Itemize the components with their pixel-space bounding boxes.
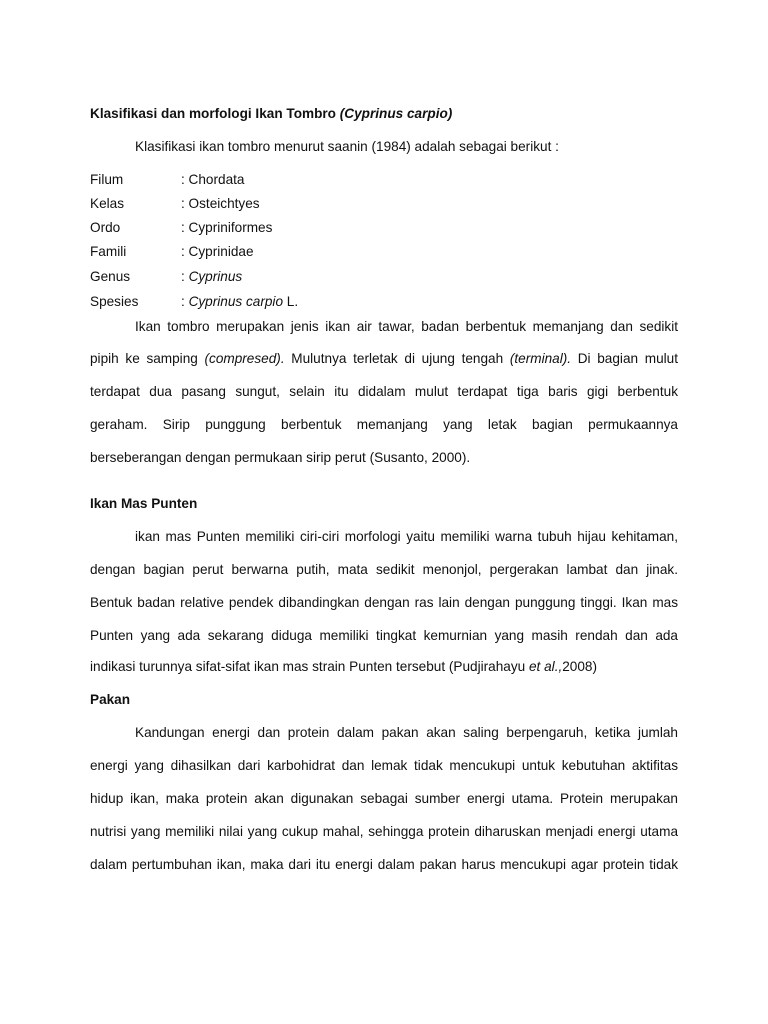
paragraph-line: ikan mas Punten memiliki ciri-ciri morfologi yaitu memiliki warna tubuh hijau kehitaman, <box>135 529 678 544</box>
paragraph-line: energi yang dihasilkan dari karbohidrat dan lemak tidak mencukupi untuk kebutuhan aktifitas <box>90 758 678 773</box>
paragraph-line: nutrisi yang memiliki nilai yang cukup mahal, sehingga protein diharuskan menjadi energi utama <box>90 824 678 839</box>
classification-label: Ordo <box>90 220 121 235</box>
paragraph-line: Kandungan energi dan protein dalam pakan akan saling berpengaruh, ketika jumlah <box>135 725 678 740</box>
paragraph-line: berseberangan dengan permukaan sirip perut (Susanto, 2000). <box>90 450 471 465</box>
classification-label: Filum <box>90 172 124 187</box>
section-title-ikan-mas-punten: Ikan Mas Punten <box>90 496 198 511</box>
classification-label: Famili <box>90 244 127 259</box>
section-title-text: Klasifikasi dan morfologi Ikan Tombro <box>90 106 336 121</box>
paragraph-line: geraham. Sirip punggung berbentuk memanjang yang letak bagian permukaannya <box>90 417 678 432</box>
paragraph-line: terdapat dua pasang sungut, selain itu didalam mulut terdapat tiga baris gigi berbentuk <box>90 384 678 399</box>
classification-value: : Cyprinus <box>181 269 243 284</box>
paragraph-line: Punten yang ada sekarang diduga memiliki tingkat kemurnian yang masih rendah dan ada <box>90 628 678 643</box>
section-title-klasifikasi <box>90 105 678 123</box>
paragraph-line: hidup ikan, maka protein akan digunakan sebagai sumber energi utama. Protein merupakan <box>90 791 678 806</box>
section-title-pakan: Pakan <box>90 692 131 707</box>
classification-value: : Cypriniformes <box>181 220 273 235</box>
paragraph-line: dalam pertumbuhan ikan, maka dari itu energi dalam pakan harus mencukupi agar protein tidak <box>90 857 678 872</box>
classification-value: : Cyprinidae <box>181 244 254 259</box>
paragraph-line: Ikan tombro merupakan jenis ikan air tawar, badan berbentuk memanjang dan sedikit <box>135 319 678 334</box>
paragraph-line: dengan bagian perut berwarna putih, mata sedikit menonjol, pergerakan lambat dan jinak. <box>90 562 678 577</box>
classification-value: : Chordata <box>181 172 245 187</box>
classification-label: Kelas <box>90 196 125 211</box>
classification-label: Spesies <box>90 294 139 309</box>
paragraph-line: pipih ke samping (compresed). Mulutnya terletak di ujung tengah (terminal). Di bagian mulut <box>90 351 678 366</box>
paragraph-line: Bentuk badan relative pendek dibandingkan dengan ras lain dengan punggung tinggi. Ikan mas <box>90 595 678 610</box>
classification-label: Genus <box>90 269 131 284</box>
classification-intro: Klasifikasi ikan tombro menurut saanin (1984) adalah sebagai berikut : <box>135 139 559 154</box>
paragraph-line: indikasi turunnya sifat-sifat ikan mas strain Punten tersebut (Pudjirahayu et al.,2008) <box>90 659 598 674</box>
section-title-scientific-name: (Cyprinus carpio) <box>339 106 453 121</box>
classification-value: : Osteichtyes <box>181 196 260 211</box>
classification-value: : Cyprinus carpio L. <box>181 294 299 309</box>
